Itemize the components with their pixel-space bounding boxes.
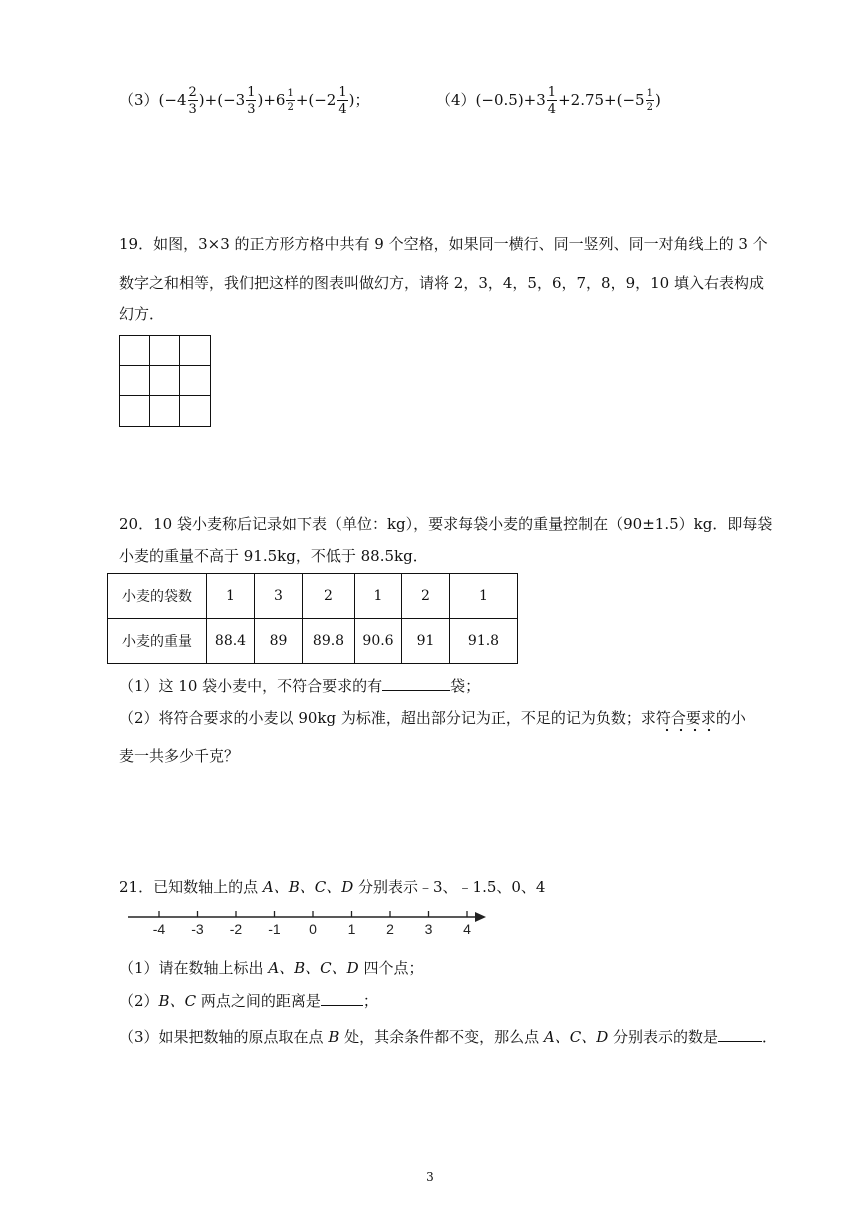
q18-part4 [436,86,661,116]
fraction [246,86,256,116]
q19-line1: 19．如图，3×3 的正方形方格中共有 9 个空格，如果同一横行、同一竖列、同一对角线上的 3 个 [119,235,768,253]
q18-part3-text1: (−4 [158,91,187,109]
table-row-header: 小麦的重量 [108,619,207,664]
q21-sub1-text-end: 四个点； [358,959,424,977]
q20-sub2-line1 [119,707,746,728]
table-cell: 90.6 [355,619,402,664]
table-cell: 1 [207,574,255,619]
table-row [108,574,518,619]
q20-sub1-text: （1）这 10 袋小麦中，不符合要求的有 [119,677,383,695]
magic-square-cell[interactable] [180,396,210,426]
number-line-tick-label: 3 [424,921,433,937]
wheat-table [107,573,518,664]
q19-line3: 幻方． [119,305,165,323]
fraction [646,89,654,113]
q18-part3-text2: )+(−3 [198,91,246,109]
number-line-tick-label: -1 [268,921,281,937]
q21-sub3-text2: 处，其余条件都不变，那么点 [339,1028,544,1046]
q18-part4-label: （4） [436,91,476,109]
table-row-header: 小麦的袋数 [108,574,207,619]
q21-sub2-label: （2） [119,992,159,1010]
q21-sub3-text3: 分别表示的数是 [608,1028,719,1046]
table-cell: 3 [255,574,303,619]
table-cell: 89.8 [303,619,355,664]
point-label: B [328,1028,340,1046]
fraction [337,86,347,116]
q18-part3-text5: )； [348,91,370,109]
number-line-tick-label: -3 [191,921,204,937]
denominator: 2 [287,102,294,113]
magic-square-cell[interactable] [120,366,150,396]
q21-sub2 [119,990,378,1011]
denominator: 4 [547,102,557,117]
numerator: 1 [338,85,347,100]
q18-part3-label: （3） [119,91,159,109]
point-labels: B、C [158,992,197,1010]
q20-line2: 小麦的重量不高于 91.5kg，不低于 88.5kg． [119,547,428,565]
number-line-tick-label: 4 [463,921,471,937]
numerator: 1 [646,88,653,99]
denominator: 3 [247,102,256,117]
table-cell: 89 [255,619,303,664]
q21-sub3-suffix: ． [762,1028,778,1046]
q20-sub2-text-end: 的小 [715,709,746,727]
magic-square-cell[interactable] [180,336,210,366]
point-labels: A、B、C、D [262,878,354,896]
q21-sub3-text: （3）如果把数轴的原点取在点 [119,1028,329,1046]
numerator: 1 [547,85,557,100]
emphasis-dotted-text: 符合要求 [656,709,716,732]
point-labels: A、B、C、D [268,959,359,977]
magic-square-cell[interactable] [150,336,180,366]
table-cell: 91 [402,619,450,664]
magic-square-cell[interactable] [150,366,180,396]
numerator: 2 [188,85,197,100]
q20-sub2-text: （2）将符合要求的小麦以 90kg 为标准，超出部分记为正，不足的记为负数；求 [119,709,656,727]
table-cell: 88.4 [207,619,255,664]
q18-part4-text3: ) [654,91,661,109]
q20-sub1-suffix: 袋； [450,677,481,695]
q21-line1 [119,876,545,897]
table-row [108,619,518,664]
magic-square-cell[interactable] [120,336,150,366]
q20-sub2-line2: 麦一共多少千克？ [119,747,240,765]
magic-square-cell[interactable] [150,396,180,426]
q18-part4-text2: +2.75+(−5 [558,91,645,109]
fraction [188,86,198,116]
q21-text-end: 分别表示﹣3、﹣1.5、0、4 [353,878,546,896]
page-number: 3 [426,1170,434,1184]
number-line-tick-label: -2 [229,921,243,937]
q20-sub1 [119,675,480,696]
table-cell: 1 [450,574,518,619]
q18-part4-text1: (−0.5)+3 [475,91,546,109]
q18-part3-text4: +(−2 [295,91,337,109]
denominator: 3 [188,102,197,117]
fraction [547,86,557,116]
numerator: 1 [287,88,294,99]
arrow-right-icon [475,912,486,922]
point-labels: A、C、D [543,1028,609,1046]
magic-square-grid [119,335,211,427]
table-cell: 1 [355,574,402,619]
table-cell: 91.8 [450,619,518,664]
number-line-tick-label: -4 [152,921,166,937]
table-cell: 2 [303,574,355,619]
q21-sub1 [119,957,423,978]
denominator: 4 [338,102,347,117]
number-line [128,905,488,939]
answer-blank[interactable] [382,676,450,691]
q18-part3-text3: )+6 [257,91,286,109]
q21-sub2-suffix: ； [362,992,378,1010]
numerator: 1 [247,85,256,100]
answer-blank[interactable] [321,991,363,1006]
fraction [286,89,294,113]
q21-sub3 [119,1026,777,1047]
q21-text: 21．已知数轴上的点 [119,878,263,896]
table-cell: 2 [402,574,450,619]
q20-line1: 20．10 袋小麦称后记录如下表（单位：kg），要求每袋小麦的重量控制在（90±1.5）kg．即每袋 [119,515,773,533]
denominator: 2 [646,102,653,113]
answer-blank[interactable] [718,1027,762,1042]
q21-sub2-text: 两点之间的距离是 [196,992,321,1010]
magic-square-cell[interactable] [180,366,210,396]
magic-square-cell[interactable] [120,396,150,426]
q19-line2: 数字之和相等，我们把这样的图表叫做幻方，请将 2，3，4，5，6，7，8，9，10 填入右表构成 [119,274,764,292]
number-line-tick-label: 2 [386,921,394,937]
q21-sub1-text: （1）请在数轴上标出 [119,959,269,977]
q18-part3 [119,86,370,116]
number-line-tick-label: 1 [347,921,356,937]
number-line-tick-label: 0 [309,921,317,937]
